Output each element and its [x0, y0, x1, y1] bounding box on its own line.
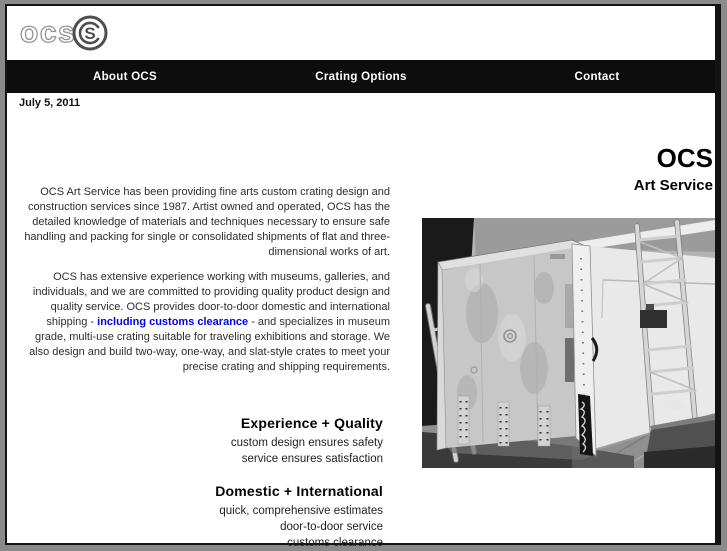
intro-paragraph-1: OCS Art Service has been providing fine arts custom crating design and construction services since 1987. Artist owned and operated, OCS has the detailed knowledge of materials and techniques necessary to ensure safe handling and packing for single or consolidated shipments of flat and three-dimensional works of art. [24, 186, 390, 258]
feature-line: customs clearance [287, 537, 383, 549]
crate-photo-image [422, 218, 715, 468]
feature-heading-experience-quality: Experience + Quality [240, 415, 383, 431]
ocs-logo-icon [14, 10, 124, 56]
intro-paragraph-2 [20, 270, 390, 375]
date-label: July 5, 2011 [19, 97, 81, 109]
feature-line: quick, comprehensive estimates [219, 505, 383, 517]
customs-clearance-link[interactable]: including customs clearance [97, 316, 249, 328]
intro-paragraph-2-after: - and specializes in museum grade, multi-use crating suitable for traveling exhibitions and storage. We also design and build two-way, one-way, and slat-style crates to meet your precise crating and shipping requirements. [29, 316, 390, 373]
feature-line: service ensures satisfaction [241, 453, 383, 465]
main-nav [7, 60, 715, 93]
features-section [20, 415, 390, 551]
feature-line: custom design ensures safety [230, 437, 383, 449]
brand-subtitle: Art Service [633, 177, 713, 194]
brand-title: OCS [656, 143, 713, 173]
intro-column [20, 185, 390, 551]
svg-text:S: S [84, 24, 96, 44]
ocs-emblem-icon [74, 17, 106, 49]
svg-text:ocs: ocs [20, 16, 77, 49]
nav-contact[interactable]: Contact [574, 70, 620, 83]
logo[interactable] [14, 10, 124, 56]
brand-title-block [634, 145, 713, 194]
feature-line: door-to-door service [280, 521, 383, 533]
nav-about-ocs[interactable]: About OCS [92, 70, 158, 83]
crate-photo [422, 218, 715, 468]
nav-crating-options[interactable]: Crating Options [315, 70, 407, 83]
intro-paragraph-2-before: OCS has extensive experience working with museums, galleries, and individuals, and we are committed to providing quality product design and quality service. OCS provides door-to-door domestic and international shipping - [32, 271, 390, 328]
feature-heading-domestic-international: Domestic + International [215, 483, 383, 499]
page [5, 4, 721, 549]
